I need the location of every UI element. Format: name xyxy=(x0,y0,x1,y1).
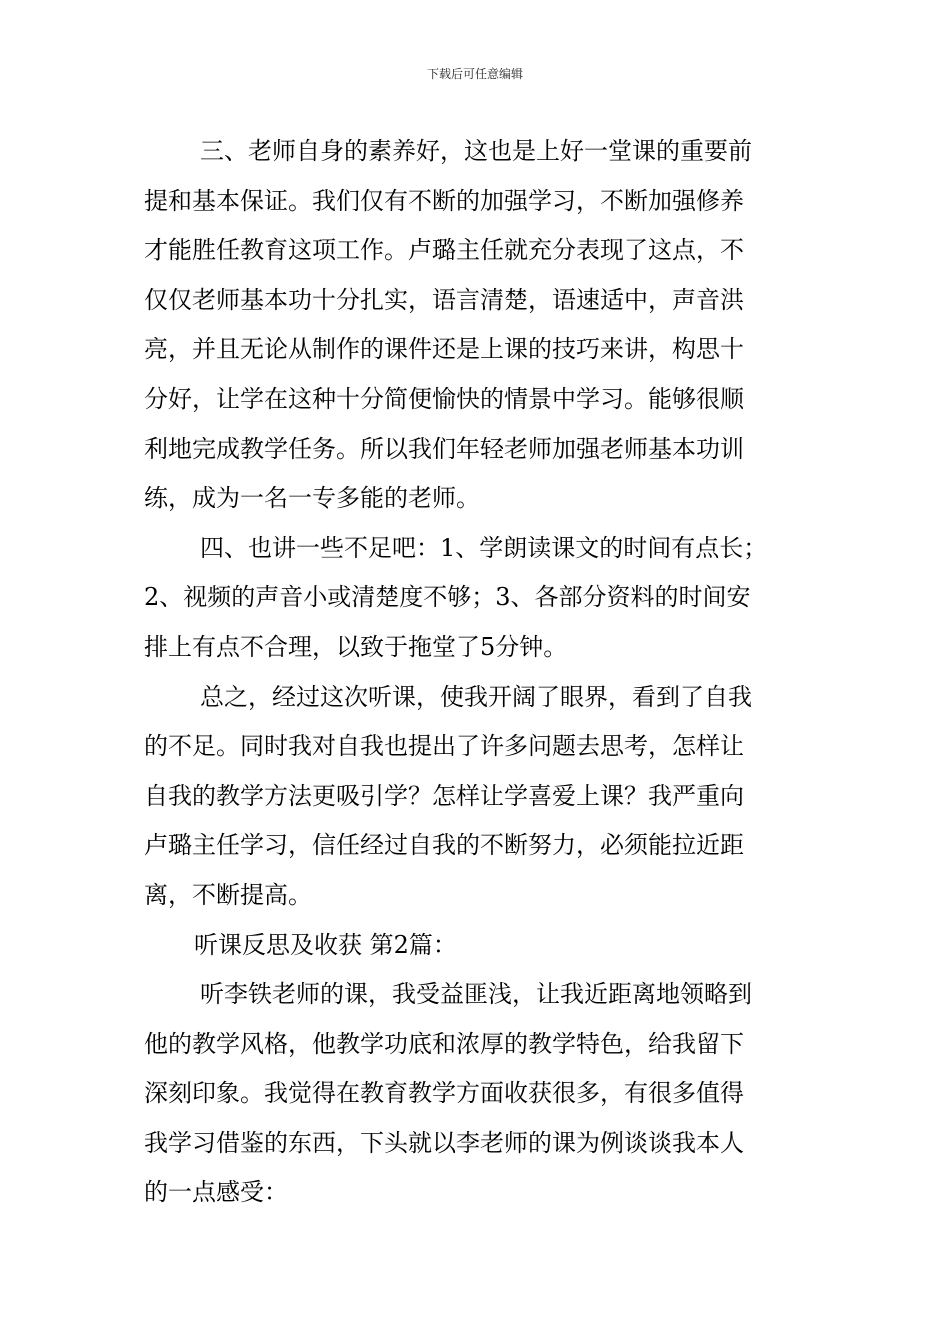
text-line: 仅仅老师基本功十分扎实，语言清楚，语速适中，声音洪 xyxy=(144,285,744,314)
text-line: 排上有点不合理，以致于拖堂了5分钟。 xyxy=(144,632,568,661)
section-heading: 听课反思及收获 第2篇： xyxy=(194,930,457,959)
text-line: 自我的教学方法更吸引学？怎样让学喜爱上课？我严重向 xyxy=(144,781,744,810)
text-line: 四、也讲一些不足吧：1、学朗读课文的时间有点长； xyxy=(200,533,768,562)
text-line: 的不足。同时我对自我也提出了许多问题去思考，怎样让 xyxy=(144,732,744,761)
text-line: 卢璐主任学习，信任经过自我的不断努力，必须能拉近距 xyxy=(144,831,744,860)
text-line: 亮，并且无论从制作的课件还是上课的技巧来讲，构思十 xyxy=(144,335,744,364)
text-line: 总之，经过这次听课，使我开阔了眼界，看到了自我 xyxy=(200,682,752,711)
text-line: 才能胜任教育这项工作。卢璐主任就充分表现了这点，不 xyxy=(144,236,744,265)
page-header: 下载后可任意编辑 xyxy=(426,67,523,81)
document-body xyxy=(144,127,809,1218)
text-line: 练，成为一名一专多能的老师。 xyxy=(144,484,480,513)
text-line: 离，不断提高。 xyxy=(144,880,312,909)
text-line: 我学习借鉴的东西，下头就以李老师的课为例谈谈我本人 xyxy=(144,1128,744,1157)
text-line: 分好，让学在这种十分简便愉快的情景中学习。能够很顺 xyxy=(144,384,744,413)
text-line: 三、老师自身的素养好，这也是上好一堂课的重要前 xyxy=(200,137,752,165)
text-line: 利地完成教学任务。所以我们年轻老师加强老师基本功训 xyxy=(144,434,744,463)
text-line: 2、视频的声音小或清楚度不够；3、各部分资料的时间安 xyxy=(144,583,751,612)
text-line: 的一点感受： xyxy=(144,1178,288,1207)
text-line: 听李铁老师的课，我受益匪浅，让我近距离地领略到 xyxy=(200,980,752,1009)
text-line: 深刻印象。我觉得在教育教学方面收获很多，有很多值得 xyxy=(144,1079,744,1108)
text-line: 提和基本保证。我们仅有不断的加强学习，不断加强修养 xyxy=(144,186,744,215)
text-line: 他的教学风格，他教学功底和浓厚的教学特色，给我留下 xyxy=(144,1029,744,1058)
